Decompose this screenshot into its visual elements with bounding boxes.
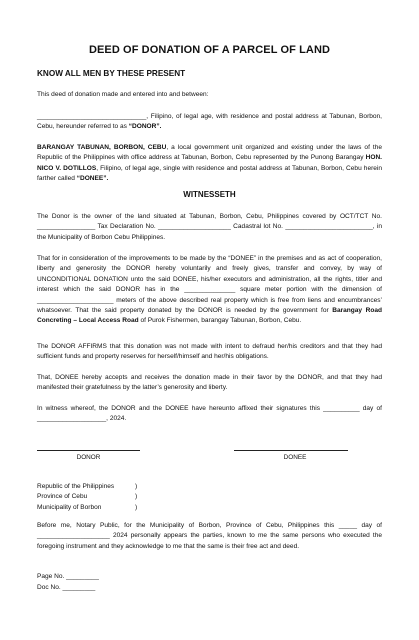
witnesseth-heading: WITNESSETH — [183, 190, 236, 199]
donee-representative: HON. NICO V. DOTILLOS — [37, 154, 382, 172]
venue-province: Province of Cebu — [37, 493, 88, 501]
intro-paragraph: This deed of donation made and entered into and between: — [37, 91, 209, 98]
donor-signature-line — [37, 450, 140, 451]
notary-paragraph: Before me, Notary Public, for the Municipality of Borbon, Province of Cebu, Philippines this _____ day of ____________________ 2024 personally appears the parties, known to me the same persons who executed the foregoing instrument and they acknowledge to me that the same is their free act and deed. — [37, 522, 382, 550]
donee-signature-line — [234, 450, 348, 451]
consideration-text-2: of Purok Fishermen, barangay Tabunan, Borbon, Cebu. — [140, 317, 302, 325]
donee-text-2: , Filipino, of legal age, single with residence and postal address at Tabunan, Borbon, Cebu herein farther called — [37, 164, 383, 183]
venue-country: Republic of the Philippines — [37, 483, 115, 490]
document-title: DEED OF DONATION OF A PARCEL OF LAND — [88, 44, 331, 56]
donor-text: ______________________________, Filipino, of legal age, with residence and postal address at Tabunan, Borbon, Cebu, hereunder referred to as — [37, 113, 382, 131]
ownership-paragraph: The Donor is the owner of the land situated at Tabunan, Borbon, Cebu, Philippines covered by OCT/TCT No. ________________ Tax Declaration No. ____________________ Cadastral lot No. ________________________, in the Municipality of Borbon Cebu Philippines. — [37, 213, 382, 241]
doc-number-field: Doc No. _________ — [37, 584, 96, 591]
accepts-paragraph: That, DONEE hereby accepts and receives the donation made in their favor by the DONOR, and that they had manifested their gratefulness by the latter’s generosity and liberty. — [37, 374, 382, 392]
venue-bracket: ) — [135, 493, 138, 501]
page-number-field: Page No. _________ — [37, 573, 99, 580]
donee-name: BARANGAY TABUNAN, BORBON, CEBU — [37, 144, 167, 151]
know-all-heading: KNOW ALL MEN BY THESE PRESENT — [37, 69, 186, 78]
donor-term: “DONOR”. — [128, 123, 162, 131]
witness-paragraph: In witness whereof, the DONOR and the DONEE have hereunto affixed their signatures this __________ day of ___________________, 2024. — [37, 405, 382, 423]
affirms-paragraph: The DONOR AFFIRMS that this donation was not made with intent to defraud her/his creditors and that they had sufficient funds and property reserves for herself/himself and her/his obligations. — [37, 343, 382, 361]
consideration-text-1: That for in consideration of the improvements to be made by the “DONEE” in the premises and as act of cooperation, liberty and generosity the DONOR hereby voluntarily and freely gives, transfer and convey, by way of UNCONDITIONAL DONATION unto the said DONEE, his/her executors and administration, all the rights, titler and interest which the said DONOR has in the ______________ square meter portion with the dimension of _____________________ meters of the above described real property which is free from liens and encumbrances’ whatsoever. That the said property donated by the DONOR is needed by the government for — [37, 255, 382, 315]
donor-signature-label: DONOR — [76, 454, 101, 461]
venue-bracket: ) — [135, 503, 138, 511]
donee-term: “DONEE”. — [76, 175, 109, 183]
consideration-paragraph — [37, 254, 382, 327]
donee-paragraph — [37, 143, 382, 185]
venue-municipality: Municipality of Borbon — [37, 503, 102, 511]
donee-text-1: , a local government unit organized and existing under the laws of the Republic of the Philippines with office address at Tabunan, Borbon, Cebu represented by the Punong Barangay — [37, 144, 383, 162]
venue-block — [37, 482, 137, 513]
project-name: Barangay Road Concreting – Local Access Road — [37, 307, 382, 325]
donor-paragraph — [37, 112, 382, 133]
venue-bracket: ) — [135, 483, 138, 490]
donee-signature-label: DONEE — [283, 454, 307, 461]
